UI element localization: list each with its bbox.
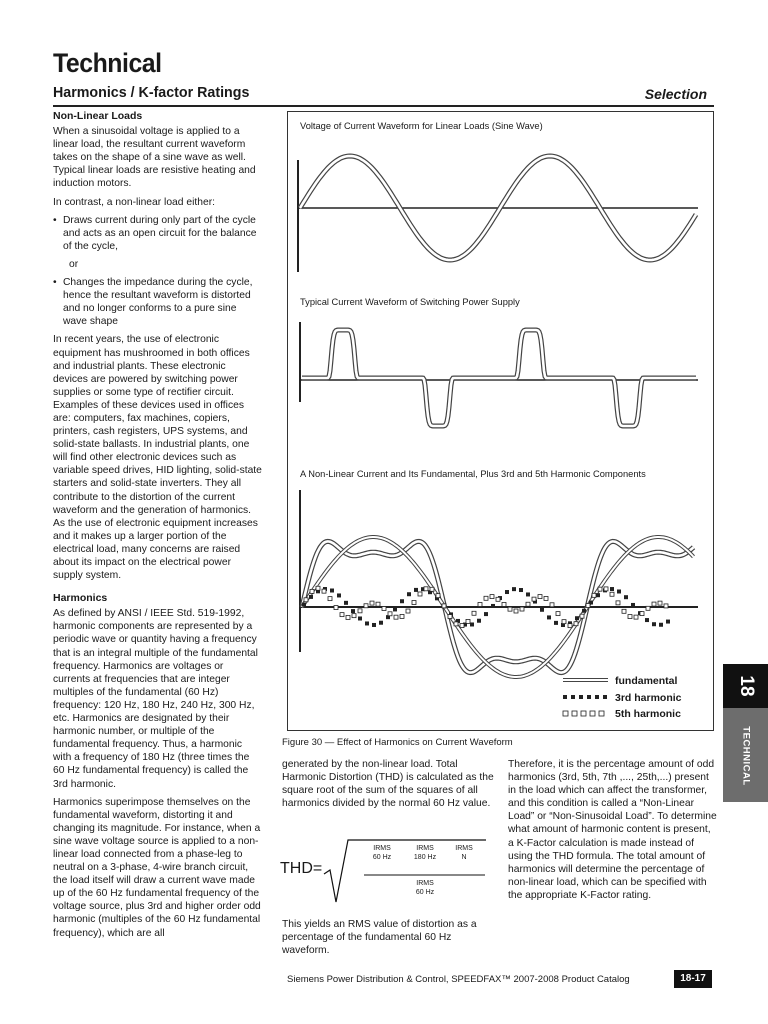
- fifth-harmonic-point: [382, 606, 386, 610]
- irms-label: IRMS: [373, 845, 391, 852]
- bullet-text: Draws current during only part of the cycle and acts as an open circuit for the balance of the cycle,: [63, 214, 257, 252]
- legend-3rd-swatch: [571, 695, 575, 699]
- fifth-harmonic-point: [646, 606, 650, 610]
- fifth-harmonic-point: [508, 607, 512, 611]
- fifth-harmonic-point: [514, 609, 518, 613]
- third-harmonic-point: [330, 589, 334, 593]
- third-harmonic-point: [337, 593, 341, 597]
- fifth-harmonic-point: [460, 624, 464, 628]
- third-harmonic-point: [652, 622, 656, 626]
- paragraph: Harmonics superimpose themselves on the fundamental waveform, distorting it and changing its magnitude. For instance, when a sine wave voltage source is applied to a non-linear load connected from a phase-leg to neutral on a 3-phase, 4-wire branch circuit, the load itself will draw a current wave made up of the 60 Hz fundamental frequency of the voltage source, plus 3rd and higher order odd harmonic (multiples of the 60 Hz fundamental frequency), which are all: [53, 796, 261, 939]
- third-harmonic-point: [309, 595, 313, 599]
- fifth-harmonic-point: [580, 614, 584, 618]
- fifth-harmonic-point: [502, 602, 506, 606]
- fifth-harmonic-point: [478, 602, 482, 606]
- fifth-harmonic-point: [544, 596, 548, 600]
- tab-number-box: [723, 664, 768, 708]
- fifth-harmonic-point: [610, 592, 614, 596]
- fifth-harmonic-point: [496, 597, 500, 601]
- third-harmonic-point: [582, 609, 586, 613]
- heading-harmonics: Harmonics: [53, 592, 108, 605]
- formula-lhs: THD=: [280, 860, 323, 877]
- term-180hz: [405, 844, 445, 862]
- fifth-harmonic-point: [412, 601, 416, 605]
- third-harmonic-point: [624, 595, 628, 599]
- or-text: or: [69, 258, 79, 270]
- fifth-harmonic-point: [616, 601, 620, 605]
- third-harmonic-point: [512, 587, 516, 591]
- footer-text: Siemens Power Distribution & Control, SPEEDFAX™ 2007-2008 Product Catalog: [287, 974, 630, 985]
- bullet-item: [53, 276, 263, 328]
- fifth-harmonic-point: [664, 604, 668, 608]
- third-harmonic-point: [645, 618, 649, 622]
- fifth-harmonic-point: [370, 601, 374, 605]
- paragraph: In recent years, the use of electronic equipment has mushroomed in both offices and industrial plants. These electronic devices are powered by switching power supplies or some type of rectifier circuit. Examples of these devices used in offices are: computers, fax machines, copiers, printers, cash registers, UPS systems, and solid-state ballasts. In industrial plants, one will find other electronic devices such as variable speed drives, HID lighting, solid-state starters and solid-state inverters. They all contribute to the distortion of the current waveform and the generation of harmonics. As the use of electronic equipment increases and it makes up a larger portion of the electrical load, many concerns are raised about its impact on the electrical power supply system.: [53, 334, 262, 582]
- fifth-harmonic-point: [430, 587, 434, 591]
- fifth-harmonic-point: [340, 613, 344, 617]
- fifth-harmonic-point: [526, 602, 530, 606]
- legend-3rd-swatch: [595, 695, 599, 699]
- fifth-harmonic-point: [394, 615, 398, 619]
- paragraph: generated by the non-linear load. Total Harmonic Distortion (THD) is calculated as the square root of the sum of the squares of all harmonics divided by the normal 60 Hz value.: [282, 759, 494, 810]
- figure-label-sine: Voltage of Current Waveform for Linear Loads (Sine Wave): [300, 121, 543, 131]
- third-harmonic-point: [400, 599, 404, 603]
- third-harmonic-point: [519, 588, 523, 592]
- legend-3rd-swatch: [563, 695, 567, 699]
- sine-wave-diagram: [298, 156, 698, 272]
- heading-non-linear-loads: Non-Linear Loads: [53, 110, 143, 122]
- fifth-harmonic-point: [304, 598, 308, 602]
- irms-label: IRMS: [455, 845, 473, 852]
- fifth-harmonic-point: [310, 589, 314, 593]
- bullet-text: Changes the impedance during the cycle, hence the resultant waveform is distorted and no longer conforms to a pure sine wave shape: [63, 277, 253, 328]
- bullet-icon: •: [53, 214, 57, 226]
- fifth-harmonic-point: [622, 609, 626, 613]
- paragraph: In contrast, a non-linear load either:: [53, 196, 215, 208]
- legend-5th-swatch: [563, 711, 568, 716]
- fifth-harmonic-point: [334, 606, 338, 610]
- figure-label-nonlinear: A Non-Linear Current and Its Fundamental, Plus 3rd and 5th Harmonic Components: [300, 469, 646, 479]
- fifth-harmonic-point: [448, 615, 452, 619]
- third-harmonic-point: [596, 593, 600, 597]
- third-harmonic-point: [414, 588, 418, 592]
- figure-caption: Figure 30 — Effect of Harmonics on Current Waveform: [282, 737, 513, 748]
- freq-label: 60 Hz: [415, 889, 435, 896]
- switching-supply-diagram: [300, 322, 698, 426]
- irms-label: IRMS: [416, 845, 434, 852]
- legend-fundamental-label: fundamental: [615, 675, 678, 687]
- yields-paragraph: This yields an RMS value of distortion as a percentage of the fundamental 60 Hz waveform.: [282, 919, 477, 957]
- irms-label: IRMS: [416, 880, 434, 887]
- fifth-harmonic-point: [346, 615, 350, 619]
- fifth-harmonic-point: [358, 609, 362, 613]
- fifth-harmonic-point: [562, 620, 566, 624]
- fifth-harmonic-point: [586, 603, 590, 607]
- fifth-harmonic-point: [520, 607, 524, 611]
- fifth-harmonic-point: [574, 622, 578, 626]
- fifth-harmonic-point: [604, 587, 608, 591]
- figure-label-switching: Typical Current Waveform of Switching Power Supply: [300, 297, 520, 307]
- paragraph: When a sinusoidal voltage is applied to a linear load, the resultant current waveform takes on the shape of a sine wave as well. Typical linear loads are resistive heating and induction motors.: [53, 126, 256, 190]
- third-harmonic-point: [393, 607, 397, 611]
- third-harmonic-point: [470, 622, 474, 626]
- third-harmonic-point: [358, 616, 362, 620]
- fifth-harmonic-point: [466, 619, 470, 623]
- legend-5th-swatch: [572, 711, 577, 716]
- third-harmonic-point: [554, 621, 558, 625]
- fifth-harmonic-point: [532, 597, 536, 601]
- third-harmonic-point: [484, 612, 488, 616]
- page-number: 18-17: [674, 970, 712, 988]
- legend-3rd-swatch: [587, 695, 591, 699]
- fifth-harmonic-point: [328, 597, 332, 601]
- third-harmonic-point: [407, 592, 411, 596]
- third-harmonic-point: [344, 601, 348, 605]
- fifth-harmonic-point: [658, 601, 662, 605]
- term-denominator: [404, 879, 446, 897]
- third-harmonic-point: [491, 604, 495, 608]
- third-harmonic-point: [617, 589, 621, 593]
- paragraph: As defined by ANSI / IEEE Std. 519-1992, harmonic components are represented by a periodic wave or quantity having a frequency that is an integral multiple of the fundamental frequency. Harmonics are voltages or currents at frequencies that are integer multiples of the fundamental (60 Hz) frequency: 120 Hz, 180 Hz, 240 Hz, 300 Hz, etc. Harmonics are designated by their harmonic number, or multiple of the fundamental frequency. Thus, a harmonic with a frequency of 180 Hz (three times the 60 Hz fundamental frequency) is called the 3rd harmonic.: [53, 608, 258, 790]
- third-harmonic-point: [505, 590, 509, 594]
- fifth-harmonic-point: [388, 612, 392, 616]
- fifth-harmonic-point: [442, 604, 446, 608]
- fifth-harmonic-point: [454, 622, 458, 626]
- third-harmonic-point: [526, 592, 530, 596]
- paragraph: Therefore, it is the percentage amount of odd harmonics (3rd, 5th, 7th ,..., 25th,...) present in the load which can affect the transformer, and this condition is called a “Non-Linear Load” or “Non-Sinusoidal Load”. To determine what amount of harmonic content is present, a K-Factor calculation is made instead of using the THD formula. The total amount of harmonics will determine the percentage of non-linear load, which can be specified with the appropriate K-Factor rating.: [508, 759, 717, 901]
- legend-3rd-swatch: [603, 695, 607, 699]
- third-harmonic-point: [372, 623, 376, 627]
- fifth-harmonic-point: [472, 611, 476, 615]
- third-harmonic-point: [659, 623, 663, 627]
- fifth-harmonic-point: [406, 609, 410, 613]
- fifth-harmonic-point: [592, 593, 596, 597]
- fifth-harmonic-point: [640, 612, 644, 616]
- fifth-harmonic-point: [436, 594, 440, 598]
- fifth-harmonic-point: [352, 614, 356, 618]
- freq-label: N: [461, 854, 467, 861]
- page-subtitle: Harmonics / K-factor Ratings: [53, 84, 250, 101]
- fifth-harmonic-point: [490, 595, 494, 599]
- freq-label: 180 Hz: [413, 854, 437, 861]
- fifth-harmonic-point: [628, 615, 632, 619]
- fifth-harmonic-point: [550, 603, 554, 607]
- fifth-harmonic-point: [634, 615, 638, 619]
- figure-box: [287, 111, 714, 731]
- thd-formula: [280, 838, 492, 908]
- third-harmonic-point: [547, 615, 551, 619]
- legend-3rd-swatch: [579, 695, 583, 699]
- third-harmonic-point: [351, 609, 355, 613]
- legend-5th-label: 5th harmonic: [615, 708, 681, 720]
- middle-column: [282, 758, 494, 810]
- fifth-harmonic-point: [400, 614, 404, 618]
- legend-5th-swatch: [599, 711, 604, 716]
- bullet-icon: •: [53, 277, 57, 289]
- term-n: [446, 844, 482, 862]
- bullet-item: [53, 214, 263, 253]
- legend-5th-swatch: [581, 711, 586, 716]
- third-harmonic-point: [379, 621, 383, 625]
- tab-label: TECHNICAL: [740, 726, 751, 786]
- third-harmonic-point: [365, 621, 369, 625]
- tab-number: 18: [735, 675, 757, 697]
- header-rule: [53, 105, 714, 107]
- legend-3rd-label: 3rd harmonic: [615, 692, 682, 704]
- fifth-harmonic-point: [376, 602, 380, 606]
- left-column: [53, 110, 263, 945]
- third-harmonic-point: [477, 619, 481, 623]
- legend-5th-swatch: [590, 711, 595, 716]
- fifth-harmonic-point: [424, 587, 428, 591]
- fifth-harmonic-point: [556, 612, 560, 616]
- third-harmonic-point: [631, 603, 635, 607]
- term-60hz: [362, 844, 402, 862]
- fifth-harmonic-point: [418, 592, 422, 596]
- third-harmonic-point: [302, 603, 306, 607]
- fifth-harmonic-point: [322, 589, 326, 593]
- fifth-harmonic-point: [538, 595, 542, 599]
- third-harmonic-point: [540, 608, 544, 612]
- third-harmonic-point: [610, 587, 614, 591]
- third-harmonic-point: [575, 616, 579, 620]
- fifth-harmonic-point: [652, 602, 656, 606]
- section-tab: [723, 664, 768, 802]
- page-title: Technical: [53, 48, 162, 78]
- fifth-harmonic-point: [316, 586, 320, 590]
- third-harmonic-point: [666, 620, 670, 624]
- waveform-diagrams: [288, 112, 713, 730]
- section-label: Selection: [644, 86, 707, 102]
- fifth-harmonic-point: [484, 596, 488, 600]
- fifth-harmonic-point: [598, 587, 602, 591]
- freq-label: 60 Hz: [372, 854, 392, 861]
- right-column: [508, 758, 718, 902]
- fifth-harmonic-point: [568, 624, 572, 628]
- fifth-harmonic-point: [364, 604, 368, 608]
